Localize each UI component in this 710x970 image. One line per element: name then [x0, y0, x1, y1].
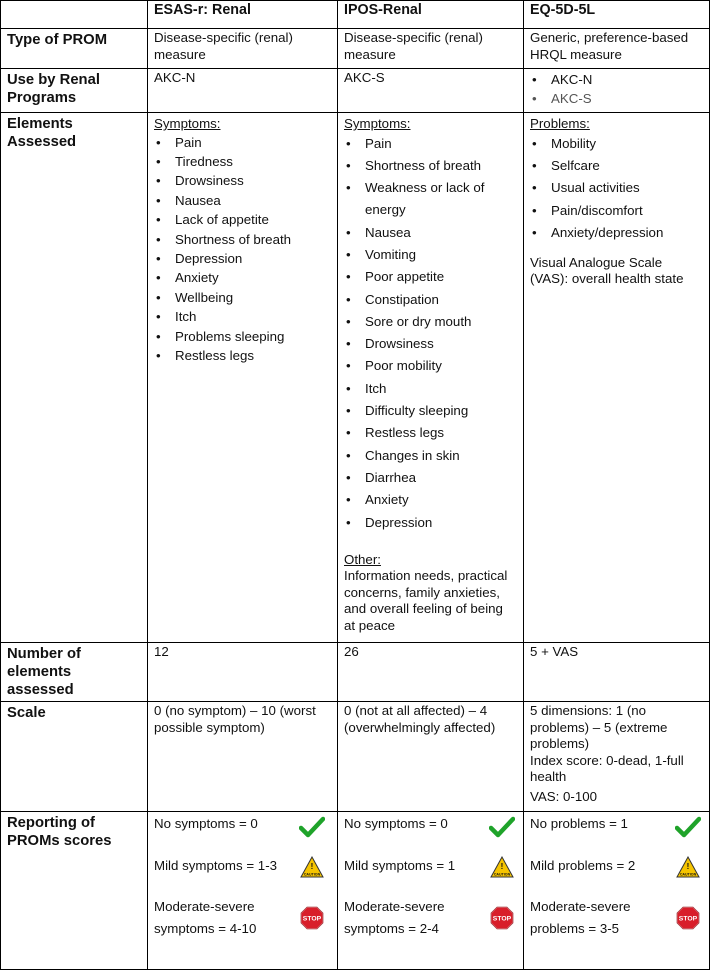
list-item: • Drowsiness [344, 333, 517, 355]
header-esas: ESAS-r: Renal [148, 1, 338, 29]
checkmark-icon [299, 816, 325, 838]
list-item: • Shortness of breath [344, 155, 517, 177]
list-item: • Pain [154, 133, 331, 152]
header-row [1, 1, 710, 29]
checkmark-icon [675, 816, 701, 838]
type-eq5d: Generic, preference-based HRQL measure [524, 29, 710, 69]
list-item: • AKC-S [530, 89, 703, 108]
report-severe-ipos: Moderate-severe symptoms = 2-4 [344, 899, 445, 936]
row-type-of-prom [1, 29, 710, 69]
caution-word: CAUTION [493, 872, 511, 877]
report-mild-eq5d: Mild problems = 2 [530, 858, 636, 873]
report-none-eq5d: No problems = 1 [530, 816, 628, 831]
list-item: • Anxiety [344, 489, 517, 511]
header-eq5d: EQ-5D-5L [524, 1, 710, 29]
report-mild-esas: Mild symptoms = 1-3 [154, 858, 278, 873]
list-item: • Depression [154, 249, 331, 268]
row-scale [1, 702, 710, 812]
caution-sign-icon [490, 856, 514, 878]
row-use-by-renal-programs [1, 69, 710, 113]
list-item: • Pain/discomfort [530, 200, 703, 222]
use-eq5d [524, 69, 710, 113]
caution-word: CAUTION [303, 872, 321, 877]
report-none-esas: No symptoms = 0 [154, 816, 258, 831]
scale-esas: 0 (no symptom) – 10 (worst possible symptom) [148, 702, 338, 812]
reporting-eq5d [524, 812, 710, 970]
report-none-ipos: No symptoms = 0 [344, 816, 448, 831]
reporting-ipos [338, 812, 524, 970]
list-item: • Diarrhea [344, 467, 517, 489]
list-item: • Constipation [344, 289, 517, 311]
eq-vas-range-text: VAS: 0-100 [530, 788, 598, 804]
caution-sign-icon [300, 856, 324, 878]
other-text: Information needs, practical concerns, family anxieties, and overall feeling of being at peace [344, 568, 508, 633]
checkmark-icon [489, 816, 515, 838]
list-item: • Weakness or lack of energy [344, 177, 517, 222]
list-item: • Tiredness [154, 152, 331, 171]
corner-cell [1, 1, 148, 29]
list-item: • Difficulty sleeping [344, 400, 517, 422]
row-label-elements: Elements Assessed [1, 113, 148, 643]
svg-text:!: ! [310, 862, 314, 871]
list-item: • Sore or dry mouth [344, 311, 517, 333]
list-item: • Nausea [344, 222, 517, 244]
list-item: • Nausea [154, 191, 331, 210]
header-ipos: IPOS-Renal [338, 1, 524, 29]
list-item: • Drowsiness [154, 171, 331, 190]
list-item: • Restless legs [154, 346, 331, 365]
list-item: • Poor mobility [344, 355, 517, 377]
number-eq5d: 5 + VAS [524, 643, 710, 702]
eq-index-text: Index score: 0-dead, 1-full health [530, 752, 684, 784]
esas-symptom-list [154, 133, 331, 366]
row-label-scale: Scale [1, 702, 148, 812]
symptoms-heading: Symptoms: [154, 116, 221, 131]
caution-word: CAUTION [679, 872, 697, 877]
elements-eq5d [524, 113, 710, 643]
list-item: • Anxiety/depression [530, 222, 703, 244]
row-number-of-elements [1, 643, 710, 702]
list-item: • AKC-N [530, 70, 703, 89]
list-item: • Lack of appetite [154, 210, 331, 229]
row-label-number: Number of elements assessed [1, 643, 148, 702]
list-item: • Anxiety [154, 268, 331, 287]
elements-esas [148, 113, 338, 643]
use-ipos: AKC-S [338, 69, 524, 113]
list-item: • Restless legs [344, 422, 517, 444]
type-ipos: Disease-specific (renal) measure [338, 29, 524, 69]
row-label-type: Type of PROM [1, 29, 148, 69]
problems-heading: Problems: [530, 116, 590, 131]
row-label-use: Use by Renal Programs [1, 69, 148, 113]
list-item: • Shortness of breath [154, 230, 331, 249]
scale-ipos: 0 (not at all affected) – 4 (overwhelmingly affected) [338, 702, 524, 812]
row-label-reporting: Reporting of PROMs scores [1, 812, 148, 970]
list-item: • Mobility [530, 133, 703, 155]
stop-word: STOP [678, 915, 698, 923]
list-item: • Itch [344, 378, 517, 400]
scale-eq5d [524, 702, 710, 812]
list-item: • Usual activities [530, 177, 703, 199]
svg-text:!: ! [500, 862, 504, 871]
eq5d-problem-list [530, 133, 703, 245]
stop-sign-icon [490, 906, 514, 930]
other-heading: Other: [344, 551, 381, 567]
number-ipos: 26 [338, 643, 524, 702]
list-item: • Problems sleeping [154, 327, 331, 346]
list-item: • Vomiting [344, 244, 517, 266]
elements-ipos [338, 113, 524, 643]
list-item: • Wellbeing [154, 288, 331, 307]
symptoms-heading: Symptoms: [344, 116, 411, 131]
type-esas: Disease-specific (renal) measure [148, 29, 338, 69]
vas-text: Visual Analogue Scale (VAS): overall health state [530, 254, 684, 287]
list-item: • Depression [344, 512, 517, 534]
row-elements-assessed [1, 113, 710, 643]
list-item: • Poor appetite [344, 266, 517, 288]
list-item: • Pain [344, 133, 517, 155]
stop-word: STOP [492, 915, 512, 923]
stop-sign-icon [676, 906, 700, 930]
caution-sign-icon [676, 856, 700, 878]
eq-dimensions-text: 5 dimensions: 1 (no problems) – 5 (extreme problems) [530, 703, 668, 751]
list-item: • Selfcare [530, 155, 703, 177]
stop-word: STOP [302, 915, 322, 923]
reporting-esas [148, 812, 338, 970]
row-reporting [1, 812, 710, 970]
stop-sign-icon [300, 906, 324, 930]
use-esas: AKC-N [148, 69, 338, 113]
ipos-symptom-list [344, 133, 517, 534]
list-item: • Changes in skin [344, 445, 517, 467]
report-severe-esas: Moderate-severe symptoms = 4-10 [154, 899, 257, 936]
list-item: • Itch [154, 307, 331, 326]
report-severe-eq5d: Moderate-severe problems = 3-5 [530, 899, 631, 936]
report-mild-ipos: Mild symptoms = 1 [344, 858, 456, 873]
number-esas: 12 [148, 643, 338, 702]
svg-text:!: ! [686, 862, 690, 871]
